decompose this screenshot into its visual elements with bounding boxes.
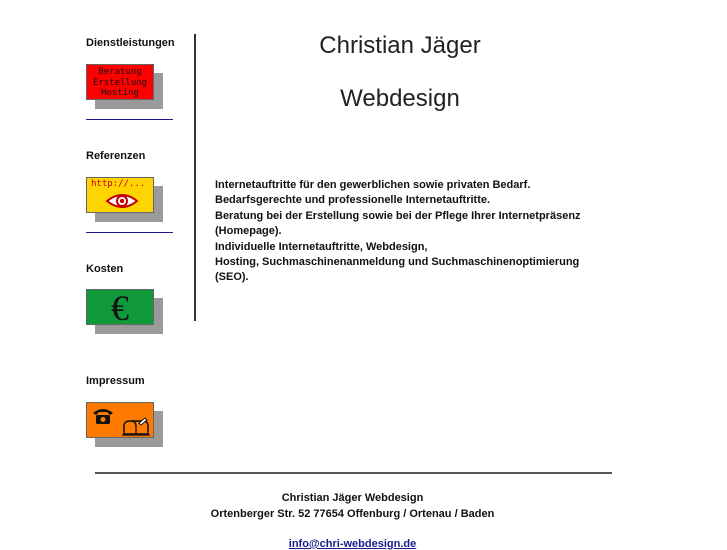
references-tile bbox=[86, 177, 154, 213]
nav-heading-imprint: Impressum bbox=[86, 375, 145, 387]
costs-tile bbox=[86, 289, 154, 325]
imprint-tile-link[interactable] bbox=[86, 402, 166, 447]
intro-line: Beratung bei der Erstellung sowie bei der Pflege Ihrer Internetpräsenz bbox=[215, 209, 581, 222]
references-tile-url: http://... bbox=[91, 179, 146, 189]
intro-text bbox=[215, 178, 595, 286]
costs-tile-link[interactable] bbox=[86, 289, 166, 334]
eye-icon bbox=[106, 193, 138, 209]
services-tile-line: Hosting bbox=[101, 88, 139, 98]
footer-address: Ortenberger Str. 52 77654 Offenburg / Ortenau / Baden bbox=[210, 508, 495, 520]
footer-divider bbox=[95, 472, 612, 474]
references-tile-link[interactable] bbox=[86, 177, 166, 222]
nav-separator bbox=[86, 232, 173, 233]
mailbox-icon bbox=[121, 417, 151, 437]
euro-icon: € bbox=[111, 289, 129, 325]
nav-heading-costs: Kosten bbox=[86, 263, 124, 275]
site-title: Christian Jäger bbox=[319, 32, 481, 59]
intro-line: Internetauftritte für den gewerblichen sowie privaten Bedarf. bbox=[215, 179, 531, 191]
intro-line: (Homepage). bbox=[215, 225, 282, 238]
footer-company: Christian Jäger Webdesign bbox=[281, 492, 424, 504]
site-subtitle: Webdesign bbox=[340, 85, 460, 112]
services-tile-link[interactable] bbox=[86, 64, 166, 109]
intro-line: Individuelle Internetauftritte, Webdesign, bbox=[215, 240, 428, 253]
vertical-divider bbox=[194, 34, 196, 321]
nav-heading-services: Dienstleistungen bbox=[86, 37, 175, 49]
nav-heading-references: Referenzen bbox=[86, 150, 146, 162]
phone-icon bbox=[91, 406, 115, 426]
imprint-tile bbox=[86, 402, 154, 438]
services-tile bbox=[86, 64, 154, 100]
services-tile-line: Beratung bbox=[98, 67, 142, 77]
intro-line: Hosting, Suchmaschinenanmeldung und Suchmaschinenoptimierung bbox=[215, 256, 580, 269]
services-tile-line: Erstellung bbox=[92, 77, 148, 88]
nav-separator bbox=[86, 119, 173, 120]
intro-line: (SEO). bbox=[215, 271, 249, 284]
footer-email-link[interactable]: info@chri-webdesign.de bbox=[288, 538, 417, 550]
intro-line: Bedarfsgerechte und professionelle Internetauftritte. bbox=[215, 194, 491, 207]
